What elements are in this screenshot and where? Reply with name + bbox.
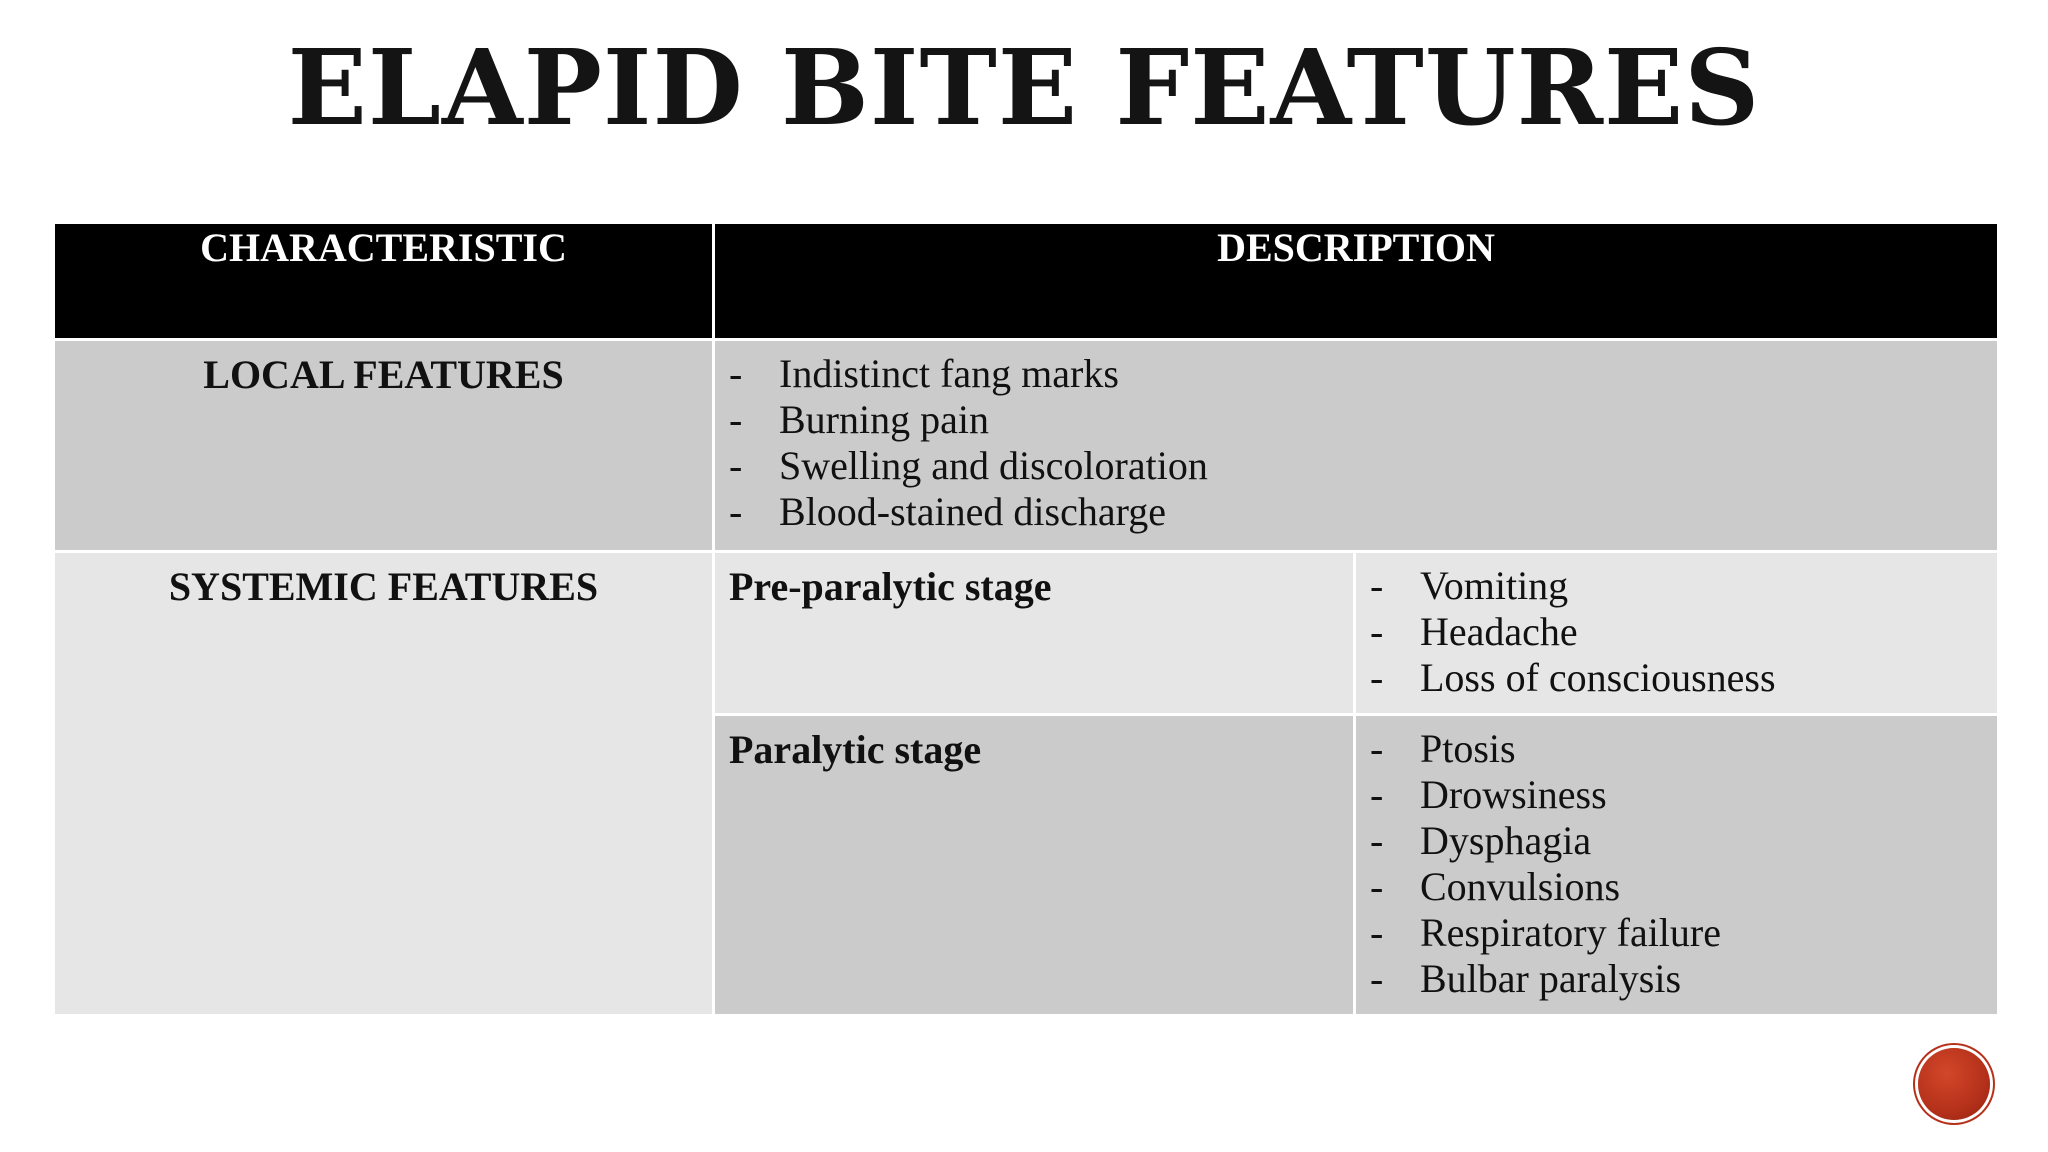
list-item (1370, 772, 1997, 818)
list-item-text: Bulbar paralysis (1420, 956, 1682, 1001)
list-item-text: Loss of consciousness (1420, 655, 1776, 700)
pre-paralytic-list (1356, 553, 1997, 713)
list-item-text: Swelling and discoloration (779, 443, 1208, 488)
list-item (729, 397, 1997, 443)
slide-logo-icon (1918, 1048, 1990, 1120)
list-item (729, 443, 1997, 489)
features-table (52, 221, 2000, 1017)
bullet-dash: - (1370, 609, 1384, 654)
list-item-text: Vomiting (1420, 563, 1569, 608)
list-item (729, 351, 1997, 397)
list-item (1370, 818, 1997, 864)
slide-title: ELAPID BITE FEATURES (287, 26, 1761, 149)
systemic-features-label: SYSTEMIC FEATURES (54, 552, 714, 1016)
table-header-row (54, 223, 1999, 340)
bullet-dash: - (729, 351, 743, 396)
table-row-pre-paralytic (54, 552, 1999, 715)
list-item (1370, 726, 1997, 772)
list-item (1370, 910, 1997, 956)
list-item (1370, 655, 1997, 701)
bullet-dash: - (729, 443, 743, 488)
paralytic-stage-label: Paralytic stage (714, 715, 1355, 1016)
bullet-dash: - (1370, 563, 1384, 608)
list-item-text: Dysphagia (1420, 818, 1592, 863)
list-item-text: Drowsiness (1420, 772, 1607, 817)
list-item (729, 489, 1997, 535)
bullet-dash: - (1370, 818, 1384, 863)
list-item-text: Headache (1420, 609, 1578, 654)
bullet-dash: - (729, 397, 743, 442)
bullet-dash: - (1370, 726, 1384, 771)
bullet-dash: - (1370, 772, 1384, 817)
list-item-text: Respiratory failure (1420, 910, 1721, 955)
bullet-dash: - (1370, 956, 1384, 1001)
list-item (1370, 609, 1997, 655)
bullet-dash: - (729, 489, 743, 534)
list-item-text: Indistinct fang marks (779, 351, 1119, 396)
pre-paralytic-stage-label: Pre-paralytic stage (714, 552, 1355, 715)
list-item-text: Burning pain (779, 397, 989, 442)
paralytic-list (1356, 716, 1997, 1014)
local-features-description (714, 340, 1999, 552)
table-row-local (54, 340, 1999, 552)
bullet-dash: - (1370, 910, 1384, 955)
list-item-text: Convulsions (1420, 864, 1621, 909)
bullet-dash: - (1370, 655, 1384, 700)
bullet-dash: - (1370, 864, 1384, 909)
local-features-list (715, 341, 1997, 547)
list-item (1370, 563, 1997, 609)
header-description: DESCRIPTION (714, 223, 1999, 340)
list-item-text: Blood-stained discharge (779, 489, 1166, 534)
paralytic-description (1355, 715, 1999, 1016)
list-item-text: Ptosis (1420, 726, 1516, 771)
local-features-label: LOCAL FEATURES (54, 340, 714, 552)
list-item (1370, 956, 1997, 1002)
pre-paralytic-description (1355, 552, 1999, 715)
header-characteristic: CHARACTERISTIC (54, 223, 714, 340)
list-item (1370, 864, 1997, 910)
